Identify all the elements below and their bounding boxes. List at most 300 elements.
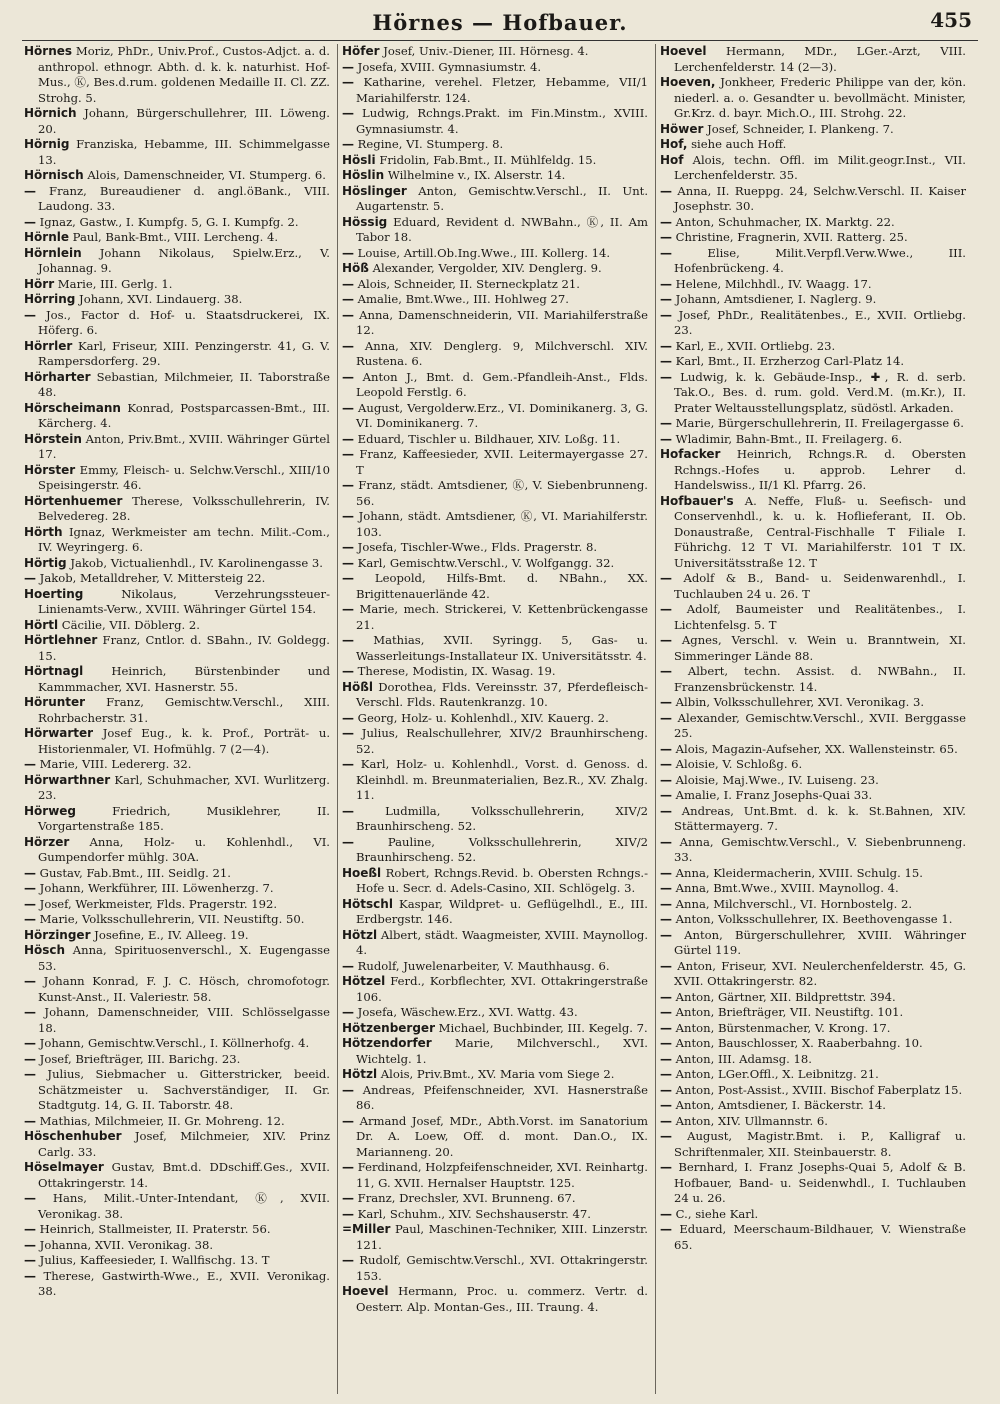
entry-details: Kaspar, Wildpret- u. Geflügelhdl., E., III. Erdbergstr. 146. <box>356 896 648 926</box>
entry-surname: Hörwarthner <box>24 772 111 787</box>
directory-entry <box>342 168 648 184</box>
directory-entry <box>660 633 966 664</box>
entry-surname: — <box>660 1160 672 1174</box>
directory-entry <box>342 509 648 540</box>
entry-details: Johann Nikolaus, Spielw.Erz., V. Johannag. 9. <box>38 245 330 275</box>
entry-details: Marie, VIII. Ledererg. 32. <box>36 757 192 771</box>
directory-entry <box>24 757 330 773</box>
directory-entry <box>24 1067 330 1114</box>
entry-surname: Hoeßl <box>342 865 382 880</box>
directory-entry <box>342 153 648 169</box>
entry-details: Anton, Post-Assist., XVIII. Bischof Faberplatz 15. <box>672 1082 963 1097</box>
entry-surname: — <box>660 1098 672 1112</box>
entry-details: Anton, LGer.Offl., X. Leibnitzg. 21. <box>672 1067 879 1081</box>
entry-surname: Hörtig <box>24 555 67 570</box>
entry-surname: — <box>24 912 36 926</box>
entry-surname: Hörth <box>24 524 63 539</box>
directory-entry <box>24 230 330 246</box>
entry-details: Rudolf, Gemischtw.Verschl., XVI. Ottakringerstr. 153. <box>354 1253 648 1283</box>
directory-entry <box>342 215 648 246</box>
directory-entry <box>342 804 648 835</box>
entry-surname: — <box>660 1067 672 1081</box>
entry-surname: — <box>660 245 672 260</box>
entry-surname: Hötschl <box>342 896 393 911</box>
directory-entry <box>342 261 648 277</box>
entry-details: Josefine, E., IV. Alleeg. 19. <box>90 927 249 942</box>
entry-surname: — <box>24 1268 36 1283</box>
entry-surname: — <box>660 834 672 849</box>
directory-entry <box>660 1036 966 1052</box>
directory-entry <box>660 912 966 928</box>
directory-entry <box>342 1253 648 1284</box>
directory-entry <box>660 246 966 277</box>
entry-details: Anton, Gemischtw.Verschl., II. Unt. Augartenstr. 5. <box>356 183 648 213</box>
directory-entry <box>660 215 966 231</box>
directory-entry <box>342 370 648 401</box>
entry-details: Hermann, MDr., LGer.-Arzt, VIII. Lerchenfelderstr. 14 (2—3). <box>674 44 966 74</box>
directory-entry <box>24 928 330 944</box>
directory-entry <box>660 711 966 742</box>
entry-details: Johann, XVI. Lindauerg. 38. <box>75 292 243 306</box>
entry-details: Anton, Gärtner, XII. Bildprettstr. 394. <box>672 989 896 1004</box>
entry-details: Anna, Bmt.Wwe., XVIII. Maynollog. 4. <box>672 881 899 895</box>
entry-details: Johann, Damenschneider, VIII. Schlösselgasse 18. <box>36 1005 330 1035</box>
entry-details: Marie, mech. Strickerei, V. Kettenbrückengasse 21. <box>354 602 648 632</box>
entry-surname: Hoerting <box>24 586 84 601</box>
entry-surname: — <box>342 1005 354 1019</box>
entry-surname: — <box>342 59 354 74</box>
entry-surname: — <box>660 183 672 198</box>
directory-entry <box>24 1253 330 1269</box>
entry-details: Heinrich, Bürstenbinder und Kammmacher, XVI. Hasnerstr. 55. <box>38 664 330 694</box>
entry-surname: Höselmayer <box>24 1160 104 1174</box>
directory-entry <box>24 556 330 572</box>
entry-details: Ludwig, k. k. Gebäude-Insp., ✚, R. d. serb. Tak.O., Bes. d. rum. gold. Verd.M. (m.Kr.), II. Prater Weltausstellungsplatz, südöstl. Arkaden. <box>672 369 966 415</box>
directory-entry <box>660 75 966 122</box>
entry-details: Heinrich, Stallmeister, II. Praterstr. 56. <box>36 1222 271 1236</box>
entry-details: Josefa, Tischler-Wwe., Flds. Pragerstr. 8. <box>354 540 598 554</box>
directory-entry <box>660 990 966 1006</box>
entry-details: Anton, XIV. Ullmannstr. 6. <box>672 1113 828 1128</box>
entry-details: Hermann, Proc. u. commerz. Vertr. d. Oesterr. Alp. Montan-Ges., III. Traung. 4. <box>356 1284 648 1314</box>
directory-entry <box>24 463 330 494</box>
directory-entry <box>24 773 330 804</box>
entry-details: Robert, Rchngs.Revid. b. Obersten Rchngs.-Hofe u. Secr. d. Adels-Casino, XII. Schlögelg. 3. <box>356 865 648 895</box>
directory-entry <box>660 1098 966 1114</box>
entry-details: Anton, III. Adamsg. 18. <box>672 1051 812 1066</box>
entry-surname: — <box>660 1113 672 1128</box>
entry-surname: Hörnlein <box>24 245 82 260</box>
directory-entry <box>660 494 966 572</box>
entry-details: Paul, Maschinen-Techniker, XIII. Linzerstr. 121. <box>356 1222 648 1252</box>
entry-details: Josef, Werkmeister, Flds. Pragerstr. 192. <box>36 896 278 911</box>
directory-entry <box>342 1222 648 1253</box>
entry-surname: — <box>660 695 672 709</box>
entry-surname: — <box>660 757 672 771</box>
directory-entry <box>24 571 330 587</box>
entry-surname: — <box>660 1036 672 1050</box>
entry-details: Anton, Volksschullehrer, IX. Beethovengasse 1. <box>672 912 953 926</box>
entry-surname: — <box>342 1160 354 1174</box>
page-header <box>22 6 978 40</box>
entry-surname: Hof, <box>660 137 688 151</box>
directory-entry <box>660 571 966 602</box>
directory-entry <box>342 292 648 308</box>
entry-surname: Hörnisch <box>24 168 84 182</box>
directory-entry <box>342 1160 648 1191</box>
entry-details: Andreas, Pfeifenschneider, XVI. Hasnerstraße 86. <box>354 1082 648 1112</box>
entry-details: Karl, Holz- u. Kohlenhdl., Vorst. d. Genoss. d. Kleinhdl. m. Breunmaterialien, Bez.R., XV. Zhalg. 11. <box>354 757 648 802</box>
directory-entry <box>660 1129 966 1160</box>
entry-details: Anton, Friseur, XVI. Neulerchenfelderstr. 45, G. XVII. Ottakringerstr. 82. <box>672 958 966 988</box>
directory-entry <box>342 1005 648 1021</box>
directory-entry <box>24 587 330 618</box>
directory-entry <box>24 1052 330 1068</box>
directory-entry <box>342 137 648 153</box>
directory-entry <box>24 726 330 757</box>
entry-surname: — <box>660 912 672 926</box>
entry-details: Friedrich, Musiklehrer, II. Vorgartenstraße 185. <box>38 803 330 833</box>
entry-details: Albert, techn. Assist. d. NWBahn., II. Franzensbrückenstr. 14. <box>672 664 966 694</box>
entry-details: August, Magistr.Bmt. i. P., Kalligraf u. Schriftenmaler, XII. Steinbauerstr. 8. <box>672 1129 966 1159</box>
entry-details: Josef Eug., k. k. Prof., Porträt- u. Historienmaler, VI. Hofmühlg. 7 (2—4). <box>38 726 330 756</box>
directory-entry <box>24 1269 330 1300</box>
directory-entry <box>660 695 966 711</box>
entry-details: Alexander, Gemischtw.Verschl., XVII. Berggasse 25. <box>672 710 966 740</box>
entry-surname: — <box>24 1051 36 1066</box>
directory-entry <box>24 633 330 664</box>
directory-entry <box>342 1114 648 1161</box>
directory-entry <box>660 370 966 417</box>
directory-entry <box>342 401 648 432</box>
entry-details: Josef, PhDr., Realitätenbes., E., XVII. Ortliebg. 23. <box>672 307 966 337</box>
entry-surname: — <box>342 245 354 260</box>
entry-details: Sebastian, Milchmeier, II. Taborstraße 48. <box>38 369 330 399</box>
directory-entry <box>660 1114 966 1130</box>
entry-details: Ignaz, Werkmeister am techn. Milit.-Com., IV. Weyringerg. 6. <box>38 524 330 554</box>
directory-entry <box>660 773 966 789</box>
entry-surname: — <box>342 803 354 818</box>
entry-surname: — <box>24 865 36 880</box>
entry-surname: — <box>660 369 672 384</box>
entry-details: Rudolf, Juwelenarbeiter, V. Mauthhausg. 6. <box>354 958 610 973</box>
entry-details: Ferd., Korbflechter, XVI. Ottakringerstraße 106. <box>356 974 648 1004</box>
entry-details: Amalie, Bmt.Wwe., III. Hohlweg 27. <box>354 292 569 306</box>
directory-entry <box>342 1036 648 1067</box>
entry-surname: — <box>660 338 672 353</box>
directory-entry <box>342 633 648 664</box>
entry-surname: Hofbauer's <box>660 493 734 508</box>
entry-details: Nikolaus, Verzehrungssteuer-Linienamts-Verw., XVIII. Währinger Gürtel 154. <box>38 586 330 616</box>
directory-entry <box>24 308 330 339</box>
entry-surname: — <box>24 214 36 229</box>
entry-surname: Hössig <box>342 214 388 229</box>
entry-surname: Hofacker <box>660 447 721 461</box>
entry-details: Aloisie, Maj.Wwe., IV. Luiseng. 23. <box>672 772 879 787</box>
entry-surname: Höschenhuber <box>24 1129 122 1143</box>
entry-surname: — <box>660 788 672 802</box>
directory-entry <box>24 277 330 293</box>
entry-details: Mathias, Milchmeier, II. Gr. Mohreng. 12. <box>36 1113 285 1128</box>
entry-details: Emmy, Fleisch- u. Selchw.Verschl., XIII/10 Speisingerstr. 46. <box>38 462 330 492</box>
directory-entry <box>660 1222 966 1253</box>
directory-entry <box>342 1207 648 1223</box>
directory-entry <box>342 835 648 866</box>
directory-entry <box>660 277 966 293</box>
entry-surname: — <box>342 509 354 523</box>
directory-entry <box>342 447 648 478</box>
directory-entry <box>24 912 330 928</box>
entry-details: Anton, Bürgerschullehrer, XVIII. Währinger Gürtel 119. <box>672 927 966 957</box>
entry-surname: — <box>342 1206 354 1221</box>
entry-details: Cäcilie, VII. Döblerg. 2. <box>58 617 200 632</box>
directory-entry <box>342 184 648 215</box>
directory-entry <box>660 866 966 882</box>
entry-details: Karl, Schuhmacher, XVI. Wurlitzerg. 23. <box>38 772 330 802</box>
entry-details: Albin, Volksschullehrer, XVI. Veronikag. 3. <box>672 695 925 709</box>
entry-details: Jakob, Victualienhdl., IV. Karolinengasse 3. <box>66 555 323 570</box>
entry-details: Marie, Bürgerschullehrerin, II. Freilagergasse 6. <box>672 416 964 430</box>
directory-entry <box>24 1191 330 1222</box>
directory-entry <box>24 1036 330 1052</box>
entry-surname: — <box>342 958 354 973</box>
column-1 <box>24 44 330 1394</box>
directory-entry <box>24 246 330 277</box>
entry-surname: — <box>342 1191 354 1205</box>
entry-details: Elise, Milit.Verpfl.Verw.Wwe., III. Hofenbrückeng. 4. <box>672 245 966 275</box>
directory-entry <box>660 804 966 835</box>
entry-surname: — <box>24 1222 36 1236</box>
directory-entry <box>660 1021 966 1037</box>
entry-details: Josefa, XVIII. Gymnasiumstr. 4. <box>354 59 542 74</box>
entry-surname: — <box>342 478 354 492</box>
entry-surname: — <box>342 710 354 725</box>
entry-details: Christine, Fragnerin, XVII. Ratterg. 25. <box>672 230 908 244</box>
directory-entry <box>342 246 648 262</box>
entry-surname: Hörstein <box>24 431 82 446</box>
entry-surname: Hörrler <box>24 338 73 353</box>
directory-entry <box>24 370 330 401</box>
directory-entry <box>660 881 966 897</box>
entry-surname: — <box>342 757 354 771</box>
entry-surname: — <box>342 555 354 570</box>
directory-entry <box>24 494 330 525</box>
entry-surname: =Miller <box>342 1222 391 1236</box>
entry-surname: — <box>342 633 354 647</box>
entry-surname: Hoevel <box>342 1284 389 1298</box>
entry-details: Karl, Friseur, XIII. Penzingerstr. 41, G. V. Rampersdorferg. 29. <box>38 338 330 368</box>
entry-details: Johann, Gemischtw.Verschl., I. Köllnerhofg. 4. <box>36 1036 310 1050</box>
directory-entry <box>24 1005 330 1036</box>
directory-entry <box>24 835 330 866</box>
directory-entry <box>342 540 648 556</box>
entry-details: Franz, Drechsler, XVI. Brunneng. 67. <box>354 1191 576 1205</box>
entry-surname: — <box>660 741 672 756</box>
entry-details: Therese, Modistin, IX. Wasag. 19. <box>354 664 556 678</box>
directory-entry <box>660 602 966 633</box>
directory-entry <box>660 44 966 75</box>
directory-entry <box>660 1160 966 1207</box>
directory-entry <box>660 354 966 370</box>
entry-surname: — <box>660 1051 672 1066</box>
entry-details: Anton J., Bmt. d. Gem.-Pfandleih-Anst., Flds. Leopold Ferstlg. 6. <box>354 369 648 399</box>
entry-surname: Hösch <box>24 943 66 957</box>
directory-entry <box>24 1160 330 1191</box>
entry-details: Franziska, Hebamme, III. Schimmelgasse 13. <box>38 137 330 167</box>
entry-surname: — <box>24 896 36 911</box>
directory-entry <box>24 525 330 556</box>
entry-surname: Hörwarter <box>24 726 94 740</box>
directory-entry <box>660 788 966 804</box>
column-divider <box>337 44 338 1394</box>
directory-entry <box>24 184 330 215</box>
entry-details: Paul, Bank-Bmt., VIII. Lercheng. 4. <box>69 230 279 244</box>
entry-surname: — <box>342 726 354 740</box>
directory-entry <box>342 757 648 804</box>
entry-surname: — <box>24 1036 36 1050</box>
directory-entry <box>660 1207 966 1223</box>
entry-details: Konrad, Postsparcassen-Bmt., III. Kärcherg. 4. <box>38 400 330 430</box>
entry-surname: — <box>660 1222 672 1236</box>
entry-details: Anna, Gemischtw.Verschl., V. Siebenbrunneng. 33. <box>672 834 966 864</box>
entry-details: Georg, Holz- u. Kohlenhdl., XIV. Kauerg. 2. <box>354 710 609 725</box>
entry-surname: Höß <box>342 261 369 275</box>
entry-surname: — <box>342 1253 354 1267</box>
directory-entry <box>342 478 648 509</box>
entry-surname: — <box>660 989 672 1004</box>
entry-details: Moriz, PhDr., Univ.Prof., Custos-Adjct. a. d. anthropol. ethnogr. Abth. d. k. k. naturhist. Hof-Mus., Ⓚ, Bes.d.rum. goldenen Medaille II. Cl. ZZ. Strohg. 5. <box>38 44 330 105</box>
entry-details: Wladimir, Bahn-Bmt., II. Freilagerg. 6. <box>672 431 903 446</box>
entry-details: Alois, techn. Offl. im Milit.geogr.Inst., VII. Lerchenfelderstr. 35. <box>674 152 966 182</box>
entry-details: Anton, Amtsdiener, I. Bäckerstr. 14. <box>672 1098 886 1112</box>
entry-surname: — <box>660 1082 672 1097</box>
directory-entry <box>24 897 330 913</box>
entry-surname: — <box>660 292 672 306</box>
entry-details: Armand Josef, MDr., Abth.Vorst. im Sanatorium Dr. A. Loew, Off. d. mont. Dan.O., IX. Marianneng. 20. <box>354 1113 648 1159</box>
entry-surname: — <box>660 881 672 895</box>
entry-details: Josef, Milchmeier, XIV. Prinz Carlg. 33. <box>38 1129 330 1159</box>
entry-surname: — <box>342 307 354 322</box>
directory-entry <box>660 959 966 990</box>
directory-entry <box>660 1005 966 1021</box>
directory-entry <box>24 339 330 370</box>
entry-surname: Hötzl <box>342 927 378 942</box>
entry-surname: — <box>24 757 36 771</box>
entry-details: Therese, Gastwirth-Wwe., E., XVII. Veronikag. 38. <box>36 1268 330 1298</box>
entry-details: Johanna, XVII. Veronikag. 38. <box>36 1237 214 1252</box>
entry-details: Franz, städt. Amtsdiener, Ⓚ, V. Siebenbrunneng. 56. <box>354 478 648 508</box>
entry-surname: Hörharter <box>24 369 91 384</box>
directory-entry <box>24 943 330 974</box>
entry-details: Gustav, Bmt.d. DDschiff.Ges., XVII. Ottakringerstr. 14. <box>38 1160 330 1190</box>
entry-surname: Höfer <box>342 44 380 58</box>
entry-surname: Hörnes <box>24 44 73 58</box>
directory-entry <box>24 401 330 432</box>
entry-details: Karl, Gemischtw.Verschl., V. Wolfgangg. 32. <box>354 555 615 570</box>
entry-details: Ludmilla, Volksschullehrerin, XIV/2 Braunhirscheng. 52. <box>354 803 648 833</box>
entry-details: Johann, Werkführer, III. Löwenherzg. 7. <box>36 881 274 895</box>
directory-entry <box>660 1052 966 1068</box>
entry-details: Anton, Priv.Bmt., XVIII. Währinger Gürtel 17. <box>38 431 330 461</box>
entry-details: Katharine, verehel. Fletzer, Hebamme, VII/1 Mariahilferstr. 124. <box>354 75 648 105</box>
directory-entry <box>342 277 648 293</box>
directory-entry <box>342 664 648 680</box>
entry-details: Albert, städt. Waagmeister, XVIII. Maynollog. 4. <box>356 927 648 957</box>
entry-details: Aloisie, V. Schloßg. 6. <box>672 757 803 771</box>
entry-details: Amalie, I. Franz Josephs-Quai 33. <box>672 788 873 802</box>
directory-entry <box>342 106 648 137</box>
entry-details: Eduard, Tischler u. Bildhauer, XIV. Loßg. 11. <box>354 431 621 446</box>
entry-details: Agnes, Verschl. v. Wein u. Branntwein, XI. Simmeringer Lände 88. <box>672 633 966 663</box>
directory-entry <box>660 432 966 448</box>
entry-surname: — <box>342 540 354 554</box>
entry-surname: Höslinger <box>342 183 407 198</box>
directory-entry <box>24 695 330 726</box>
directory-entry <box>342 1083 648 1114</box>
entry-surname: — <box>24 1067 36 1081</box>
entry-surname: — <box>660 633 672 647</box>
entry-surname: Hörnle <box>24 230 69 244</box>
entry-details: Ludwig, Rchngs.Prakt. im Fin.Minstm., XVIII. Gymnasiumstr. 4. <box>354 106 648 136</box>
entry-details: Johann Konrad, F. J. C. Hösch, chromofotogr. Kunst-Anst., II. Valeriestr. 58. <box>36 974 330 1004</box>
directory-entry <box>660 447 966 494</box>
directory-entry <box>660 153 966 184</box>
entry-surname: — <box>24 1005 36 1019</box>
entry-surname: — <box>342 571 354 585</box>
entry-details: Heinrich, Rchngs.R. d. Obersten Rchngs.-Hofes u. approb. Lehrer d. Handelswiss., II/1 Kl. Pfarrg. 26. <box>674 447 966 492</box>
entry-details: Anna, Kleidermacherin, XVIII. Schulg. 15. <box>672 865 923 880</box>
entry-details: Michael, Buchbinder, III. Kegelg. 7. <box>434 1020 648 1035</box>
directory-entry <box>342 711 648 727</box>
entry-details: Bernhard, I. Franz Josephs-Quai 5, Adolf & B. Hofbauer, Band- u. Seidenwhdl., I. Tuchlauben 24 u. 26. <box>672 1160 966 1205</box>
directory-entry <box>342 1284 648 1315</box>
entry-details: Julius, Siebmacher u. Gitterstricker, beeid. Schätzmeister u. Sachverständiger, II. Gr. Stadtgutg. 14, G. II. Taborstr. 48. <box>36 1067 330 1112</box>
entry-details: August, Vergolderw.Erz., VI. Dominikanerg. 3, G. VI. Dominikanerg. 7. <box>354 400 648 430</box>
entry-details: Anna, II. Rueppg. 24, Selchw.Verschl. II. Kaiser Josephstr. 30. <box>672 183 966 213</box>
directory-entry <box>24 1129 330 1160</box>
column-divider <box>655 44 656 1394</box>
entry-surname: — <box>342 664 354 678</box>
entry-details: Andreas, Unt.Bmt. d. k. k. St.Bahnen, XIV. Stättermayerg. 7. <box>672 803 966 833</box>
entry-surname: — <box>660 664 672 678</box>
directory-entry <box>342 1021 648 1037</box>
entry-details: Josefa, Wäschew.Erz., XVI. Wattg. 43. <box>354 1005 578 1019</box>
entry-surname: — <box>342 292 354 306</box>
entry-details: Alois, Schneider, II. Sterneckplatz 21. <box>354 276 580 291</box>
entry-surname: Hörzinger <box>24 927 91 942</box>
entry-details: Anton, Bauschlosser, X. Raaberbahng. 10. <box>672 1036 923 1050</box>
entry-surname: — <box>342 276 354 291</box>
entry-surname: — <box>342 431 354 446</box>
directory-entry <box>660 928 966 959</box>
header-rule <box>22 40 978 41</box>
directory-entry <box>24 137 330 168</box>
directory-entry <box>24 215 330 231</box>
entry-details: Karl, Schuhm., XIV. Sechshauserstr. 47. <box>354 1206 591 1221</box>
directory-entry <box>24 432 330 463</box>
directory-entry <box>342 571 648 602</box>
entry-details: Helene, Milchhdl., IV. Waagg. 17. <box>672 276 872 291</box>
entry-surname: — <box>660 1020 672 1035</box>
entry-details: Johann, Bürgerschullehrer, III. Löweng. 20. <box>38 106 330 136</box>
entry-details: Franz, Bureaudiener d. angl.öBank., VIII. Laudong. 33. <box>36 183 330 213</box>
entry-details: Anton, Bürstenmacher, V. Krong. 17. <box>672 1020 891 1035</box>
entry-surname: Hörtnagl <box>24 664 84 678</box>
entry-surname: Hötzendorfer <box>342 1036 432 1050</box>
entry-surname: Hörscheimann <box>24 400 121 415</box>
directory-entry <box>24 866 330 882</box>
entry-surname: Hörr <box>24 276 55 291</box>
